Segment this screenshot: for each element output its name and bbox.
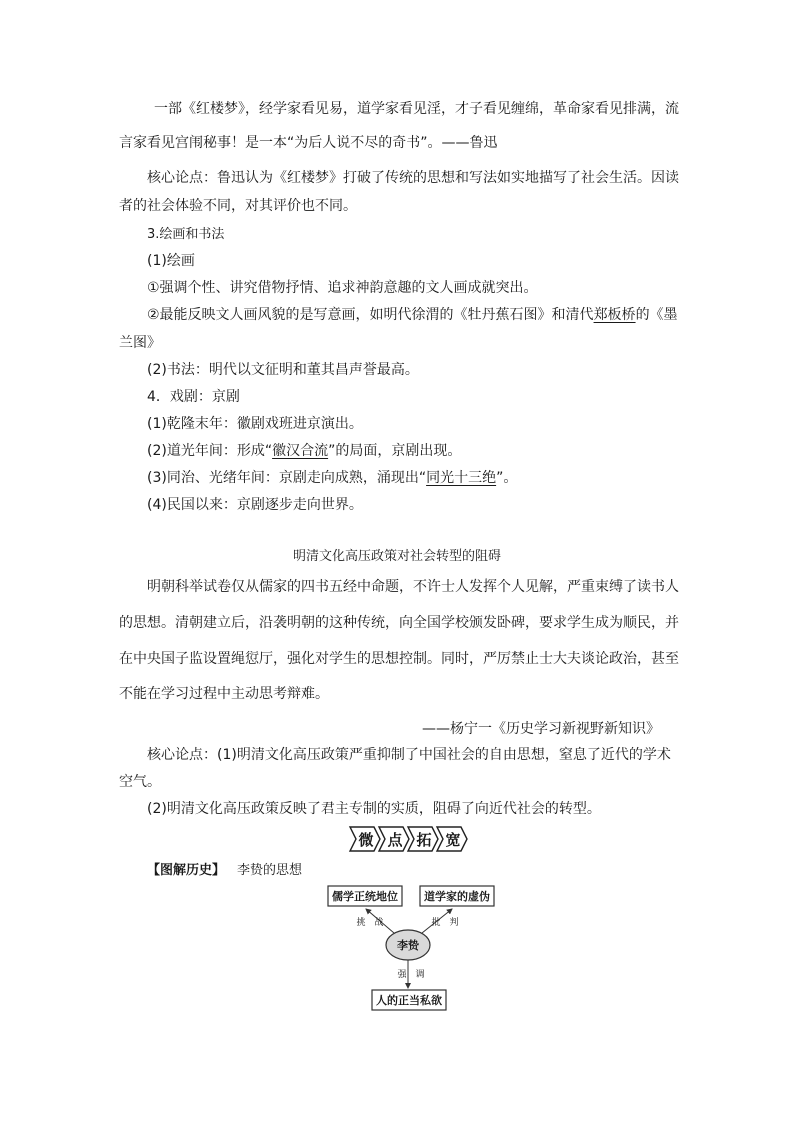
passage-line1: 明朝科举试卷仅从儒家的四书五经中命题，不许士人发挥个人见解，严重束缚了读书人 <box>147 579 679 595</box>
core1-line2: 者的社会体验不同，对其评价也不同。 <box>119 198 357 214</box>
arrow-criticize-label: 批 判 <box>431 918 459 928</box>
li-zhi-diagram <box>320 880 510 1012</box>
painting-point1: ①强调个性、讲究借物抒情、追求神韵意趣的文人画成就突出。 <box>147 280 538 296</box>
center-label: 李贽 <box>397 939 419 952</box>
passage-line4: 不能在学习过程中主动思考辩难。 <box>119 686 329 702</box>
core2-line2: 空气。 <box>119 774 161 790</box>
passage-source: ——杨宁一《历史学习新视野新知识》 <box>422 721 660 737</box>
banner-char-4: 宽 <box>445 831 461 849</box>
opera-item1: (1)乾隆末年：徽剧戏班进京演出。 <box>147 416 363 432</box>
core1-line1: 核心论点：鲁迅认为《红楼梦》打破了传统的思想和写法如实地描写了社会生活。因读 <box>147 170 679 186</box>
box-confucian-orthodoxy-label: 儒学正统地位 <box>332 890 398 903</box>
painting-label: (1)绘画 <box>147 253 195 269</box>
opera-item4: (4)民国以来：京剧逐步走向世界。 <box>147 497 363 513</box>
passage-line3: 在中央国子监设置绳愆厅，强化对学生的思想控制。同时，严厉禁止士大夫谈论政治，甚至 <box>119 651 679 667</box>
box-private-desire-label: 人的正当私欲 <box>376 994 442 1007</box>
core2-line3: (2)明清文化高压政策反映了君主专制的实质，阻碍了向近代社会的转型。 <box>147 801 601 817</box>
arrow-challenge-label: 挑 战 <box>356 918 384 928</box>
banner-char-1: 微 <box>358 831 374 849</box>
quote1-line1: 一部《红楼梦》，经学家看见易，道学家看见淫，才子看见缠绵，革命家看见排满，流 <box>154 101 679 117</box>
painting-point2-cont: 兰图》 <box>119 335 161 351</box>
section4-heading: 4．戏剧：京剧 <box>147 389 240 405</box>
passage-title: 明清文化高压政策对社会转型的阻碍 <box>292 549 501 564</box>
section3-heading: 3.绘画和书法 <box>147 227 225 242</box>
box-hypocrisy-label: 道学家的虚伪 <box>424 890 490 903</box>
banner-char-3: 拓 <box>416 831 432 849</box>
diagram-heading <box>147 859 302 878</box>
diagram-title: 李贽的思想 <box>237 863 303 878</box>
quote1-line2: 言家看见宫闱秘事！是一本“为后人说不尽的奇书”。——鲁迅 <box>119 135 498 151</box>
core2-line1: 核心论点：(1)明清文化高压政策严重抑制了中国社会的自由思想，窒息了近代的学术 <box>147 747 671 763</box>
painting-point2: ②最能反映文人画风貌的是写意画，如明代徐渭的《牡丹蕉石图》和清代郑板桥的《墨 <box>147 307 678 323</box>
banner-char-2: 点 <box>387 831 403 849</box>
opera-item2: (2)道光年间：形成“徽汉合流”的局面，京剧出现。 <box>147 443 462 459</box>
passage-line2: 的思想。清朝建立后，沿袭明朝的这种传统，向全国学校颁发卧碑，要求学生成为顺民，并 <box>119 615 679 631</box>
opera-item3: (3)同治、光绪年间：京剧走向成熟，涌现出“同光十三绝”。 <box>147 470 518 486</box>
arrow-emphasize-label: 强 调 <box>397 970 425 980</box>
calligraphy-line: (2)书法：明代以文征明和董其昌声誉最高。 <box>147 362 419 378</box>
zheng-banqiao: 郑板桥 <box>593 307 636 323</box>
diagram-label: 【图解历史】 <box>147 863 226 878</box>
micro-point-banner <box>348 826 470 852</box>
